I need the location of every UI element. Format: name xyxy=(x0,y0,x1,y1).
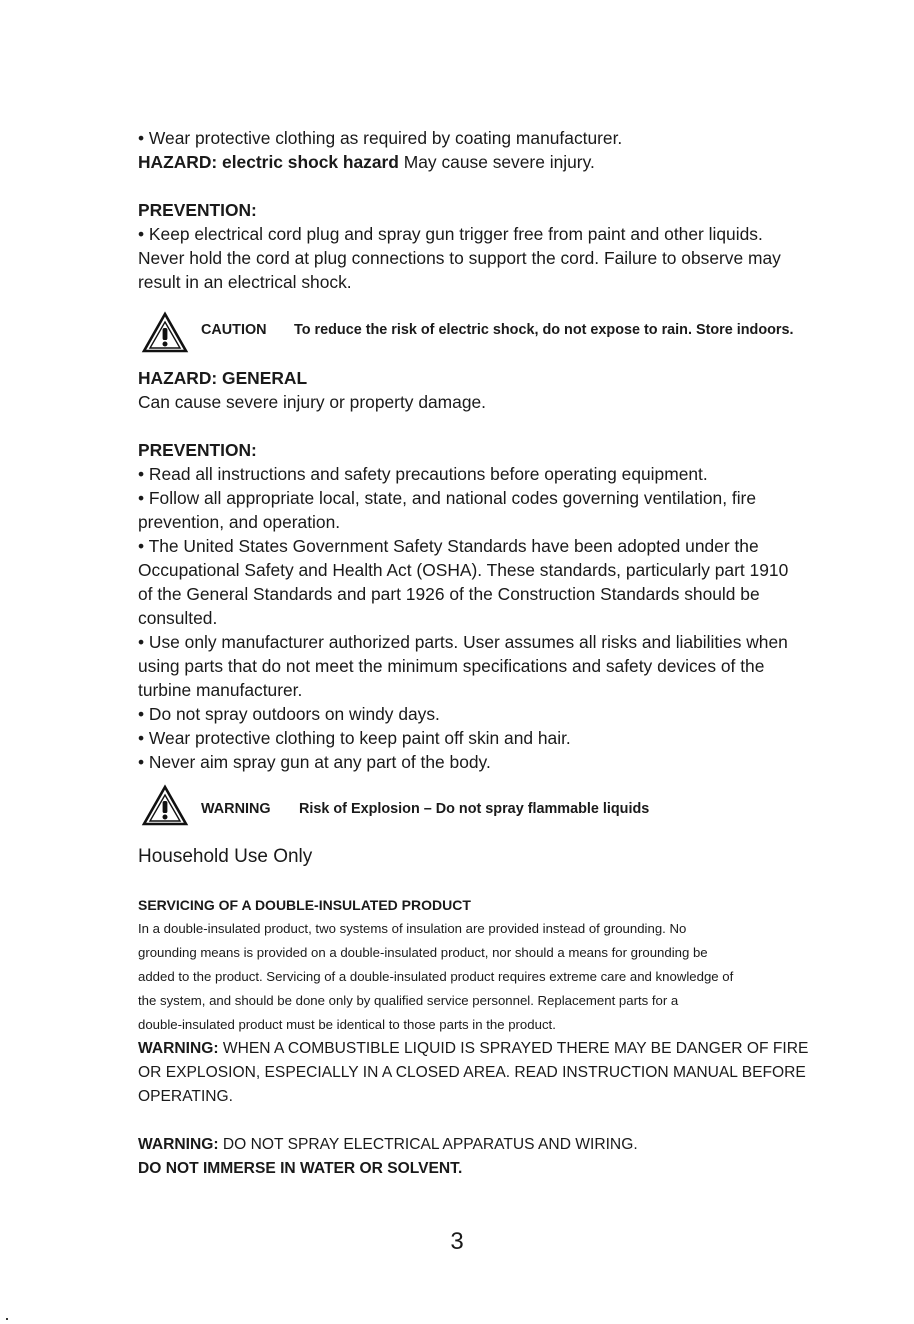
prevention2-line: • Use only manufacturer authorized parts. User assumes all risks and liabilities when xyxy=(138,632,788,652)
prevention2-line: consulted. xyxy=(138,608,218,628)
warning-combustible-line xyxy=(138,1037,808,1061)
prevention2-line: • Do not spray outdoors on windy days. xyxy=(138,704,440,724)
hazard-general-heading: HAZARD: GENERAL xyxy=(138,368,308,388)
prevention2-line: using parts that do not meet the minimum specifications and safety devices of the xyxy=(138,656,765,676)
caution-text: To reduce the risk of electric shock, do not expose to rain. Store indoors. xyxy=(294,322,794,338)
page-number: 3 xyxy=(450,1228,464,1255)
prevention2-line: turbine manufacturer. xyxy=(138,680,303,700)
prevention1-line: result in an electrical shock. xyxy=(138,272,352,292)
scan-speck xyxy=(6,1318,8,1320)
warning-triangle-icon xyxy=(141,311,189,353)
hazard-shock-line xyxy=(138,150,595,174)
servicing-line: double-insulated product must be identical to those parts in the product. xyxy=(138,1017,556,1032)
prevention2-line: prevention, and operation. xyxy=(138,512,341,532)
prevention2-line: • The United States Government Safety Standards have been adopted under the xyxy=(138,536,759,556)
prevention1-line: • Keep electrical cord plug and spray gun trigger free from paint and other liquids. xyxy=(138,224,763,244)
prevention2-line: • Wear protective clothing to keep paint off skin and hair. xyxy=(138,728,571,748)
warning-electrical-label: WARNING: xyxy=(138,1136,219,1153)
prevention1-line: Never hold the cord at plug connections to support the cord. Failure to observe may xyxy=(138,248,781,268)
servicing-line: added to the product. Servicing of a double-insulated product requires extreme care and knowledge of xyxy=(138,969,734,984)
hazard-shock-label: HAZARD: electric shock hazard xyxy=(138,152,399,172)
hazard-shock-text: May cause severe injury. xyxy=(398,152,595,172)
bullet-protective-clothing: • Wear protective clothing as required by coating manufacturer. xyxy=(138,128,623,148)
servicing-line: In a double-insulated product, two systems of insulation are provided instead of grounding. No xyxy=(138,921,687,936)
hazard-general-text: Can cause severe injury or property damage. xyxy=(138,392,486,412)
prevention2-line: • Read all instructions and safety precautions before operating equipment. xyxy=(138,464,708,484)
caution-label: CAUTION xyxy=(201,322,267,338)
prevention2-line: Occupational Safety and Health Act (OSHA). These standards, particularly part 1910 xyxy=(138,560,789,580)
warning-explosion-text: Risk of Explosion – Do not spray flammable liquids xyxy=(299,801,650,817)
prevention2-line: of the General Standards and part 1926 of the Construction Standards should be xyxy=(138,584,760,604)
warning-combustible-line: OPERATING. xyxy=(138,1088,234,1105)
warning-combustible-line: OR EXPLOSION, ESPECIALLY IN A CLOSED AREA. READ INSTRUCTION MANUAL BEFORE xyxy=(138,1064,806,1081)
prevention-heading-1: PREVENTION: xyxy=(138,200,257,220)
servicing-heading: SERVICING OF A DOUBLE-INSULATED PRODUCT xyxy=(138,897,471,913)
servicing-line: the system, and should be done only by qualified service personnel. Replacement parts for a xyxy=(138,993,679,1008)
warning-electrical-text: DO NOT SPRAY ELECTRICAL APPARATUS AND WIRING. xyxy=(218,1136,638,1153)
prevention2-line: • Follow all appropriate local, state, and national codes governing ventilation, fire xyxy=(138,488,757,508)
household-use-only: Household Use Only xyxy=(138,846,313,867)
servicing-line: grounding means is provided on a double-insulated product, nor should a means for grounding be xyxy=(138,945,708,960)
warning-triangle-icon xyxy=(141,784,189,826)
prevention2-line: • Never aim spray gun at any part of the body. xyxy=(138,752,491,772)
warning-electrical-line xyxy=(138,1133,638,1157)
do-not-immerse: DO NOT IMMERSE IN WATER OR SOLVENT. xyxy=(138,1160,463,1177)
warning-combustible-label: WARNING: xyxy=(138,1040,219,1057)
warning-combustible-text: WHEN A COMBUSTIBLE LIQUID IS SPRAYED THERE MAY BE DANGER OF FIRE xyxy=(218,1040,809,1057)
warning-label: WARNING xyxy=(201,801,271,817)
prevention-heading-2: PREVENTION: xyxy=(138,440,257,460)
